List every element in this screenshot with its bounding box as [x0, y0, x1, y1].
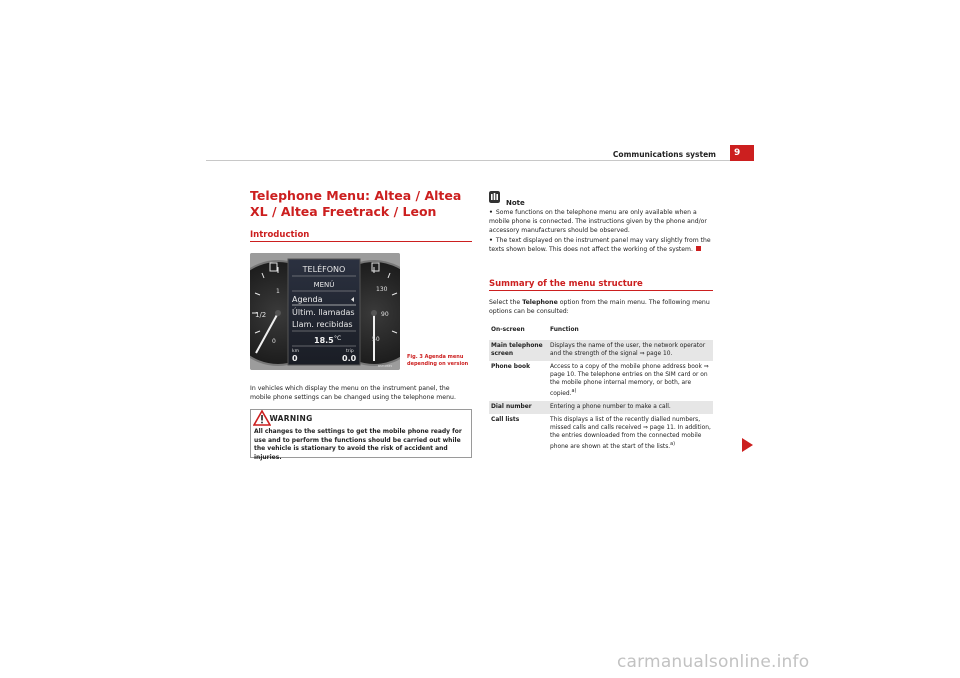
image-code: B5T-0585: [378, 364, 393, 368]
note-title: Note: [506, 199, 525, 207]
table-cell-function: Access to a copy of the mobile phone address book ⇒ page 10. The telephone entries on the SIM card or on the mobile phone internal memory, or both, are copied.$^{a)}$: [550, 364, 709, 397]
introduction-paragraph: In vehicles which display the menu on the instrument panel, the mobile phone settings can be changed using the telephone menu.: [250, 385, 456, 401]
display-trip-label: trip: [346, 349, 354, 354]
note-item: [489, 236, 715, 254]
main-heading: Telephone Menu: Altea / Altea XL / Altea Freetrack / Leon: [250, 188, 462, 219]
note-item-text: The text displayed on the instrument panel may vary slightly from the texts shown below. This does not affect the working of the system.: [489, 237, 711, 253]
note-item: [489, 208, 715, 235]
bullet-icon: •: [489, 237, 493, 244]
note-item-text: Some functions on the telephone menu are only available when a mobile phone is connected. The instructions given by the phone and/or accessory manufacturers should be observed.: [489, 209, 707, 234]
gauge-label-half: 1/2: [255, 311, 267, 319]
display-title: TELÉFONO: [302, 265, 346, 274]
table-row: [489, 414, 713, 454]
table-cell-function: Entering a phone number to make a call.: [548, 401, 713, 414]
heading-rule: [250, 241, 472, 242]
summary-text-before: Select the: [489, 299, 523, 306]
note-icon: [489, 191, 500, 203]
table-cell-name: Main telephone screen: [489, 340, 548, 361]
watermark: carmanualsonline.info: [617, 652, 810, 672]
display-temperature: 18.5: [314, 336, 334, 345]
page-number: 9: [730, 145, 754, 161]
end-of-section-icon: [696, 246, 701, 251]
table-header-function: Function: [550, 327, 579, 333]
next-page-arrow-icon: [742, 438, 753, 452]
gauge-label-empty: 0: [272, 338, 276, 345]
menu-structure-table: [489, 324, 713, 454]
footnote-marker: a): [571, 388, 577, 394]
display-odometer-value: 0: [292, 354, 298, 363]
display-odometer-label: km: [292, 349, 299, 354]
table-cell-name: Dial number: [489, 401, 548, 414]
gauge-label-130: 130: [376, 286, 388, 293]
display-item-last-calls: Últim. llamadas: [292, 308, 355, 317]
summary-text-bold: Telephone: [522, 299, 558, 306]
table-cell-function: Displays the name of the user, the network operator and the strength of the signal ⇒ page 10.: [548, 340, 713, 361]
instrument-panel-figure: [250, 253, 400, 370]
summary-heading: Summary of the menu structure: [489, 279, 643, 289]
display-subtitle: MENÚ: [313, 281, 335, 289]
heading-rule: [489, 290, 713, 291]
table-cell-function: This displays a list of the recently dialled numbers, missed calls and calls received ⇒ page 11. In addition, the entries downloaded from the connected mobile phone are shown at the start of the lists.$^{a)}$: [550, 416, 711, 450]
warning-title: WARNING: [269, 414, 313, 423]
table-row: [489, 401, 713, 414]
gauge-label-50: 50: [372, 336, 380, 343]
gauge-label-90: 90: [381, 311, 389, 318]
introduction-heading: Introduction: [250, 230, 310, 240]
footnote-marker: a): [670, 440, 676, 447]
display-trip-value: 0.0: [342, 354, 357, 363]
figure-caption: Fig. 3 Agenda menu depending on version: [407, 354, 469, 367]
table-row: [489, 340, 713, 361]
warning-text: All changes to the settings to get the mobile phone ready for use and to perform the functions should be carried out while the vehicle is stationary to avoid the risk of accident and injuries.: [254, 428, 462, 461]
display-temperature-unit: °C: [334, 335, 342, 342]
table-header-on-screen: On-screen: [491, 327, 525, 333]
display-item-agenda: Agenda: [292, 295, 323, 304]
header-rule: [206, 160, 754, 161]
summary-text-after: option from the main menu. The following menu options can be consulted:: [489, 299, 710, 315]
display-item-received-calls: Llam. recibidas: [292, 320, 353, 329]
gauge-label-full: 1: [276, 288, 280, 295]
table-cell-name: Call lists: [491, 416, 520, 423]
bullet-icon: •: [489, 209, 493, 216]
summary-paragraph: [489, 298, 713, 316]
table-row: [489, 361, 713, 401]
instrument-panel-illustration: [250, 253, 400, 370]
table-cell-name: Phone book: [491, 364, 531, 370]
header-section-title: Communications system: [612, 150, 716, 159]
